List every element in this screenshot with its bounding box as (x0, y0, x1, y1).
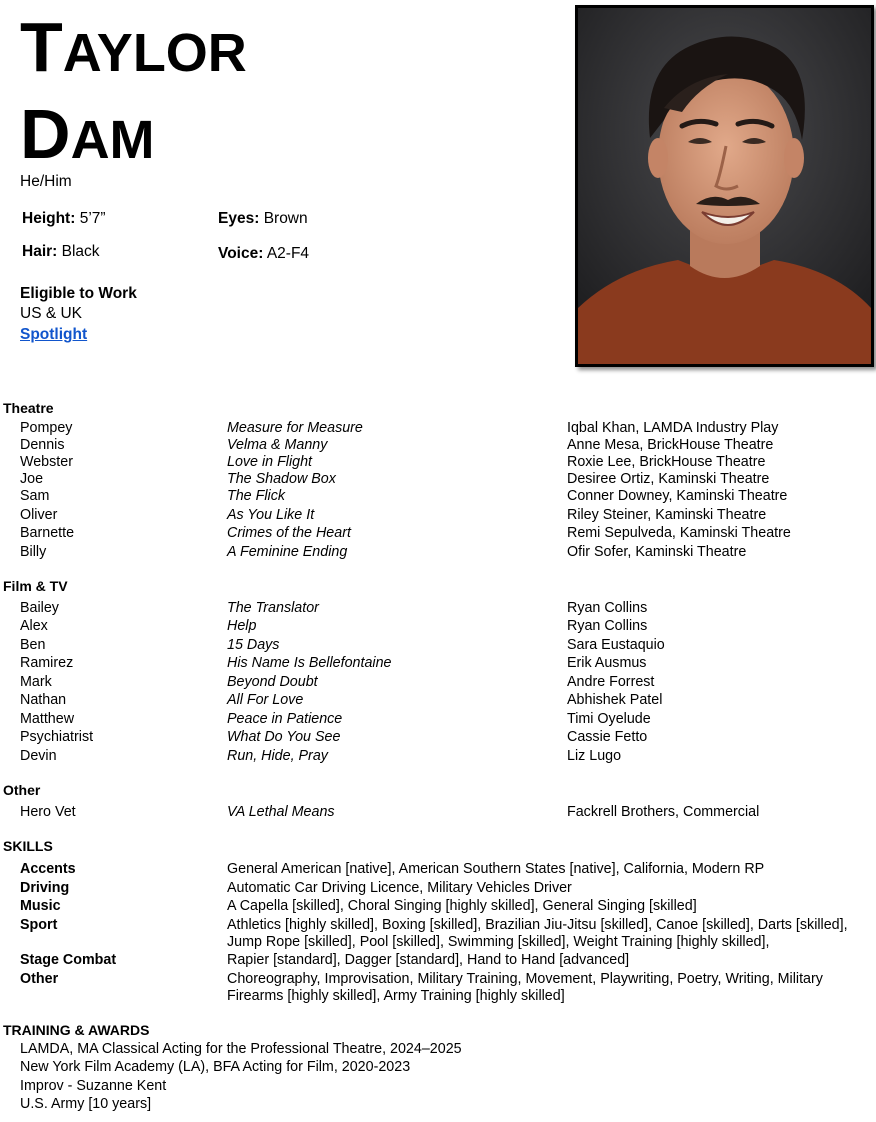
name-rest: AYLOR (62, 23, 247, 83)
name-initial: T (20, 8, 63, 86)
actor-name-first (20, 8, 247, 86)
credit-director: Sara Eustaquio (567, 637, 665, 653)
credit-production: 15 Days (227, 637, 280, 653)
credit-production: His Name Is Bellefontaine (227, 655, 392, 671)
film-tv-section-title: Film & TV (3, 578, 68, 594)
eligibility-label: Eligible to Work (20, 285, 137, 302)
credit-role: Webster (20, 454, 73, 470)
credit-production: A Feminine Ending (227, 544, 348, 560)
skill-name: Sport (20, 917, 58, 933)
credit-role: Ben (20, 637, 46, 653)
credit-production: Love in Flight (227, 454, 313, 470)
name-initial: D (20, 95, 71, 173)
voice-stat (218, 245, 309, 263)
credit-role: Hero Vet (20, 804, 76, 820)
credit-role: Dennis (20, 437, 65, 453)
credit-role: Sam (20, 488, 50, 504)
skill-name: Driving (20, 880, 70, 896)
training-item: Improv - Suzanne Kent (20, 1078, 167, 1094)
skill-name: Accents (20, 861, 76, 877)
other-section-title: Other (3, 782, 41, 798)
headshot-photo (575, 5, 874, 367)
eligibility-value: US & UK (20, 305, 83, 322)
skill-name: Stage Combat (20, 952, 117, 968)
height-value: 5’7” (79, 210, 106, 227)
hair-label: Hair: (22, 243, 58, 260)
credit-director: Remi Sepulveda, Kaminski Theatre (567, 525, 791, 541)
credit-production: The Translator (227, 600, 319, 616)
skill-value: A Capella [skilled], Choral Singing [highly skilled], General Singing [skilled] (227, 898, 697, 914)
credit-director: Erik Ausmus (567, 655, 647, 671)
skill-value: Choreography, Improvisation, Military Training, Movement, Playwriting, Poetry, Writing, Military Firearms [highly skilled], Army Training [highly skilled] (227, 971, 823, 1004)
credit-role: Joe (20, 471, 44, 487)
credit-role: Psychiatrist (20, 729, 94, 745)
credit-director: Desiree Ortiz, Kaminski Theatre (567, 471, 770, 487)
spotlight-link[interactable]: Spotlight (20, 326, 88, 343)
actor-name-last (20, 95, 155, 173)
headshot-illustration (578, 8, 871, 364)
credit-director: Riley Steiner, Kaminski Theatre (567, 507, 767, 523)
credit-production: Help (227, 618, 257, 634)
pronouns: He/Him (20, 173, 72, 190)
name-rest: AM (70, 110, 155, 170)
skill-value: General American [native], American Southern States [native], California, Modern RP (227, 861, 765, 877)
skill-name: Other (20, 971, 59, 987)
training-item: LAMDA, MA Classical Acting for the Professional Theatre, 2024–2025 (20, 1041, 462, 1057)
credit-role: Oliver (20, 507, 58, 523)
credit-production: The Flick (227, 488, 285, 504)
credit-director: Conner Downey, Kaminski Theatre (567, 488, 788, 504)
hair-stat (22, 243, 100, 261)
credit-director: Cassie Fetto (567, 729, 648, 745)
eyes-value: Brown (263, 210, 308, 227)
height-stat (22, 210, 106, 228)
training-item: New York Film Academy (LA), BFA Acting for Film, 2020-2023 (20, 1059, 411, 1075)
credit-role: Pompey (20, 420, 73, 436)
credit-production: Beyond Doubt (227, 674, 318, 690)
credit-role: Barnette (20, 525, 75, 541)
voice-label: Voice: (218, 245, 264, 262)
credit-director: Ofir Sofer, Kaminski Theatre (567, 544, 747, 560)
eyes-label: Eyes: (218, 210, 260, 227)
credit-role: Matthew (20, 711, 75, 727)
height-label: Height: (22, 210, 76, 227)
credit-production: VA Lethal Means (227, 804, 335, 820)
credit-production: Peace in Patience (227, 711, 343, 727)
credit-production: As You Like It (227, 507, 315, 523)
skill-value: Athletics [highly skilled], Boxing [skilled], Brazilian Jiu-Jitsu [skilled], Canoe [skilled], Darts [skilled], Jump Rope [skilled], Pool [skilled], Swimming [skilled], Weight Training [highly skilled], (227, 917, 848, 950)
credit-production: Measure for Measure (227, 420, 363, 436)
credit-production: All For Love (227, 692, 304, 708)
credit-production: Run, Hide, Pray (227, 748, 328, 764)
hair-value: Black (61, 243, 100, 260)
credit-production: The Shadow Box (227, 471, 336, 487)
credit-role: Mark (20, 674, 52, 690)
training-item: U.S. Army [10 years] (20, 1096, 152, 1112)
credit-director: Roxie Lee, BrickHouse Theatre (567, 454, 766, 470)
training-section-title: TRAINING & AWARDS (3, 1022, 150, 1038)
credit-director: Ryan Collins (567, 618, 648, 634)
credit-production: Crimes of the Heart (227, 525, 351, 541)
credit-director: Iqbal Khan, LAMDA Industry Play (567, 420, 779, 436)
skills-section-title: SKILLS (3, 838, 53, 854)
credit-director: Fackrell Brothers, Commercial (567, 804, 760, 820)
credit-role: Ramirez (20, 655, 74, 671)
credit-role: Alex (20, 618, 48, 634)
voice-value: A2-F4 (266, 245, 310, 262)
credit-director: Timi Oyelude (567, 711, 651, 727)
credit-director: Ryan Collins (567, 600, 648, 616)
credit-role: Nathan (20, 692, 67, 708)
credit-role: Bailey (20, 600, 59, 616)
credit-director: Abhishek Patel (567, 692, 663, 708)
credit-role: Billy (20, 544, 47, 560)
skill-value: Automatic Car Driving Licence, Military Vehicles Driver (227, 880, 572, 896)
skill-value: Rapier [standard], Dagger [standard], Hand to Hand [advanced] (227, 952, 630, 968)
credit-production: Velma & Manny (227, 437, 328, 453)
credit-director: Liz Lugo (567, 748, 622, 764)
skill-name: Music (20, 898, 61, 914)
credit-production: What Do You See (227, 729, 341, 745)
theatre-section-title: Theatre (3, 400, 54, 416)
credit-director: Anne Mesa, BrickHouse Theatre (567, 437, 774, 453)
credit-director: Andre Forrest (567, 674, 655, 690)
eyes-stat (218, 210, 308, 228)
credit-role: Devin (20, 748, 57, 764)
